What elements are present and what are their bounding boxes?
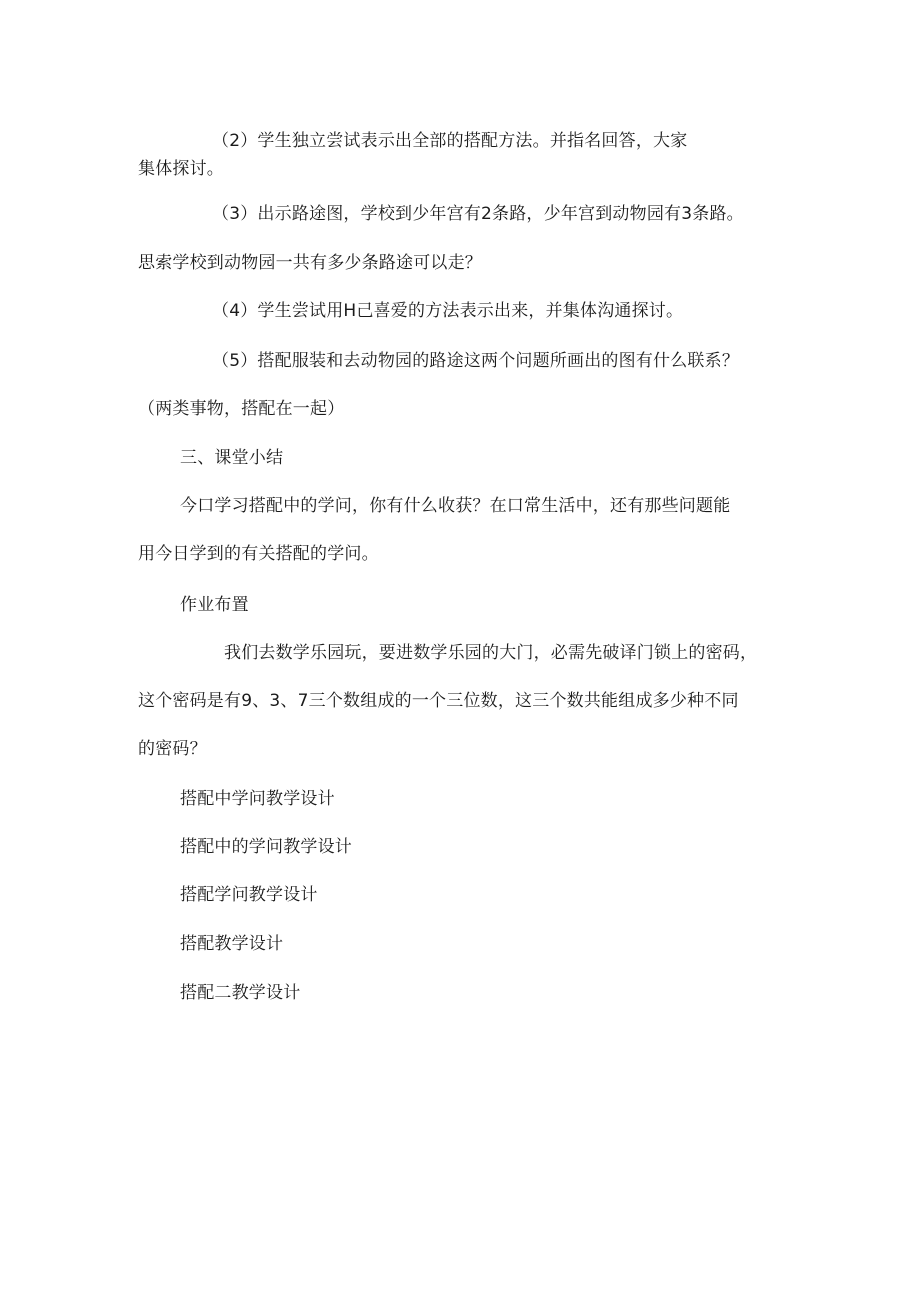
paragraph-homework-line-1: 我们去数学乐园玩，要进数学乐园的大门，必需先破译门锁上的密码， [224, 643, 758, 663]
paragraph-summary-line-1: 今口学习搭配中的学问，你有什么收获？在口常生活中，还有那些问题能 [180, 496, 731, 516]
paragraph-homework-line-3: 的密码？ [138, 739, 207, 759]
paragraph-homework-line-2: 这个密码是有9、3、7三个数组成的一个三位数，这三个数共能组成多少种不同 [138, 691, 739, 711]
paragraph-step-2-line-2: 集体探讨。 [138, 159, 224, 179]
related-title-3: 搭配学问教学设计 [180, 885, 318, 905]
paragraph-step-3-line-1: （3）出示路途图，学校到少年宫有2条路，少年宫到动物园有3条路。 [212, 204, 744, 224]
paragraph-step-5-line-2: （两类事物，搭配在一起） [138, 399, 345, 419]
related-title-2: 搭配中的学问教学设计 [180, 837, 352, 857]
related-title-4: 搭配教学设计 [180, 934, 284, 954]
paragraph-step-2-line-1: （2）学生独立尝试表示出全部的搭配方法。并指名回答，大家 [212, 131, 688, 151]
paragraph-step-4: （4）学生尝试用H己喜爱的方法表示出来，并集体沟通探讨。 [212, 301, 684, 321]
paragraph-step-3-line-2: 思索学校到动物园一共有多少条路途可以走？ [138, 253, 482, 273]
section-heading-homework: 作业布置 [180, 595, 249, 615]
paragraph-step-5-line-1: （5）搭配服装和去动物园的路途这两个问题所画出的图有什么联系？ [212, 351, 740, 371]
section-heading-summary: 三、课堂小结 [180, 448, 284, 468]
paragraph-summary-line-2: 用今日学到的有关搭配的学问。 [138, 544, 379, 564]
related-title-5: 搭配二教学设计 [180, 983, 301, 1003]
related-title-1: 搭配中学问教学设计 [180, 789, 335, 809]
